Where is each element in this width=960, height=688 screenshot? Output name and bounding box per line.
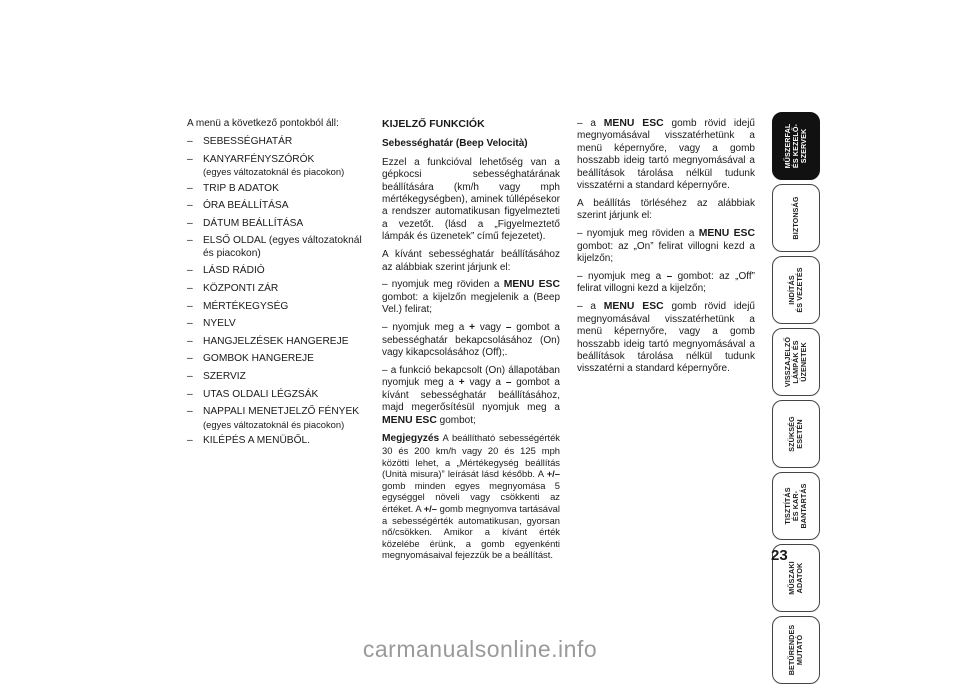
list-item: – KANYARFÉNYSZÓRÓK (egyes változatoknál és piacokon) — [187, 154, 367, 177]
tab-instrument-panel[interactable]: MŰSZERFAL ÉS KEZELŐ- SZERVEK — [772, 112, 820, 180]
note-label: Megjegyzés — [382, 433, 440, 445]
menu-esc-key: MENU ESC — [382, 414, 437, 426]
plus-minus-key: +/– — [423, 503, 437, 514]
list-item: – KILÉPÉS A MENÜBŐL. — [187, 435, 367, 447]
tab-warning-lights[interactable]: VISSZAJELZŐ LÁMPÁK ÉS ÜZENETEK — [772, 328, 820, 396]
menu-esc-key: MENU ESC — [603, 301, 664, 313]
right-column — [577, 118, 755, 381]
list-item: – GOMBOK HANGEREJE — [187, 353, 367, 365]
paragraph: – a MENU ESC gomb rövid idejű megnyomásával visszatérhetünk a menü képernyőre, vagy a gomb hosszabb ideig tartó megnyomásával a beállítások tárolása nélkül tudunk visszatérni a standard képernyőre. — [577, 301, 755, 375]
left-column — [187, 118, 367, 452]
tab-safety[interactable]: BIZTONSÁG — [772, 184, 820, 252]
list-item: – SZERVIZ — [187, 371, 367, 383]
paragraph: – nyomjuk meg röviden a MENU ESC gombot: az „On” felirat villogni kezd a kijelzőn; — [577, 228, 755, 265]
minus-key: – — [505, 377, 512, 389]
tab-maintenance[interactable]: TISZTÍTÁS ÉS KAR- BANTARTÁS — [772, 472, 820, 540]
paragraph: – a funkció bekapcsolt (On) állapotában nyomjuk meg a + vagy a – gombot a kívánt sebességhatár beállításához, majd megerősítésül nyomjuk meg a MENU ESC gombot; — [382, 364, 560, 426]
minus-key: – — [666, 270, 673, 282]
menu-esc-key: MENU ESC — [698, 228, 755, 240]
tab-starting-driving[interactable]: INDÍTÁS ÉS VEZETÉS — [772, 256, 820, 324]
list-item: – SEBESSÉGHATÁR — [187, 136, 367, 148]
note-paragraph: Megjegyzés A beállítható sebességérték 30 és 200 km/h vagy 20 és 125 mph közötti lehet, a „Mértékegység beállítás (Unità misura)” leírását lásd később. A +/– gomb minden egyes megnyomása 5 egységgel növeli vagy csökkenti az értéket. A +/– gomb megnyomva tartásával a sebességérték automatikusan, gyorsan nő/csökken. Amikor a kívánt érték közelébe érünk, a gomb egyenkénti megnyomásaival fejezzük be a beállítást. — [382, 432, 560, 561]
plus-key: + — [458, 377, 465, 389]
list-item: – KÖZPONTI ZÁR — [187, 283, 367, 295]
minus-key: – — [505, 322, 512, 334]
list-item: – TRIP B ADATOK — [187, 183, 367, 195]
paragraph: – nyomjuk meg a – gombot: az „Off” felirat villogni kezd a kijelzőn; — [577, 270, 755, 295]
list-item: – DÁTUM BEÁLLÍTÁSA — [187, 218, 367, 230]
paragraph: – nyomjuk meg röviden a MENU ESC gombot: a kijelzőn megjelenik a (Beep Vel.) felirat; — [382, 279, 560, 316]
list-item: – NYELV — [187, 318, 367, 330]
menu-list — [187, 136, 367, 447]
page-number: 23 — [771, 547, 788, 564]
list-item: – ÓRA BEÁLLÍTÁSA — [187, 200, 367, 212]
tab-technical-data[interactable]: MŰSZAKI ADATOK — [772, 544, 820, 612]
section-heading: KIJELZŐ FUNKCIÓK — [382, 118, 485, 130]
chapter-tabs — [772, 112, 820, 688]
tab-emergency[interactable]: SZÜKSÉG ESETÉN — [772, 400, 820, 468]
plus-key: + — [469, 322, 476, 334]
tab-index[interactable]: BETŰRENDES MUTATÓ — [772, 616, 820, 684]
paragraph: – nyomjuk meg a + vagy – gombot a sebességhatár bekapcsolásához (On) vagy kikapcsolásához (Off);. — [382, 322, 560, 358]
paragraph: A beállítás törléséhez az alábbiak szerint járjunk el: — [577, 197, 755, 222]
menu-esc-key: MENU ESC — [603, 118, 664, 129]
paragraph: A kívánt sebességhatár beállításához az alábbiak szerint járjunk el: — [382, 249, 560, 273]
watermark: carmanualsonline.info — [362, 636, 598, 662]
list-item: – UTAS OLDALI LÉGZSÁK — [187, 389, 367, 401]
section-subheading: Sebességhatár (Beep Velocità) — [382, 138, 528, 150]
list-item: – NAPPALI MENETJELZŐ FÉNYEK (egyes változatoknál és piacokon) — [187, 406, 367, 429]
list-item: – HANGJELZÉSEK HANGEREJE — [187, 336, 367, 348]
list-item: – ELSŐ OLDAL (egyes változatoknál és piacokon) — [187, 235, 367, 260]
paragraph: Ezzel a funkcióval lehetőség van a gépkocsi sebességhatárának beállítására (km/h vagy mph mértékegységben), aminek túllépésekor a rendszer automatikusan figyelmezteti a vezetőt. (lásd a „Figyelmeztető lámpák és üzenetek” című fejezetet). — [382, 156, 560, 243]
menu-intro: A menü a következő pontokból áll: — [187, 118, 339, 129]
list-item: – MÉRTÉKEGYSÉG — [187, 301, 367, 313]
list-item: – LÁSD RÁDIÓ — [187, 265, 367, 277]
middle-column — [382, 118, 560, 566]
menu-esc-key: MENU ESC — [503, 279, 560, 291]
paragraph: – a MENU ESC gomb rövid idejű megnyomásával visszatérhetünk a menü képernyőre, vagy a gomb hosszabb ideig tartó megnyomásával a beállítások tárolása nélkül tudunk visszatérni a standard képernyőre. — [577, 118, 755, 192]
plus-minus-key: +/– — [546, 468, 560, 480]
